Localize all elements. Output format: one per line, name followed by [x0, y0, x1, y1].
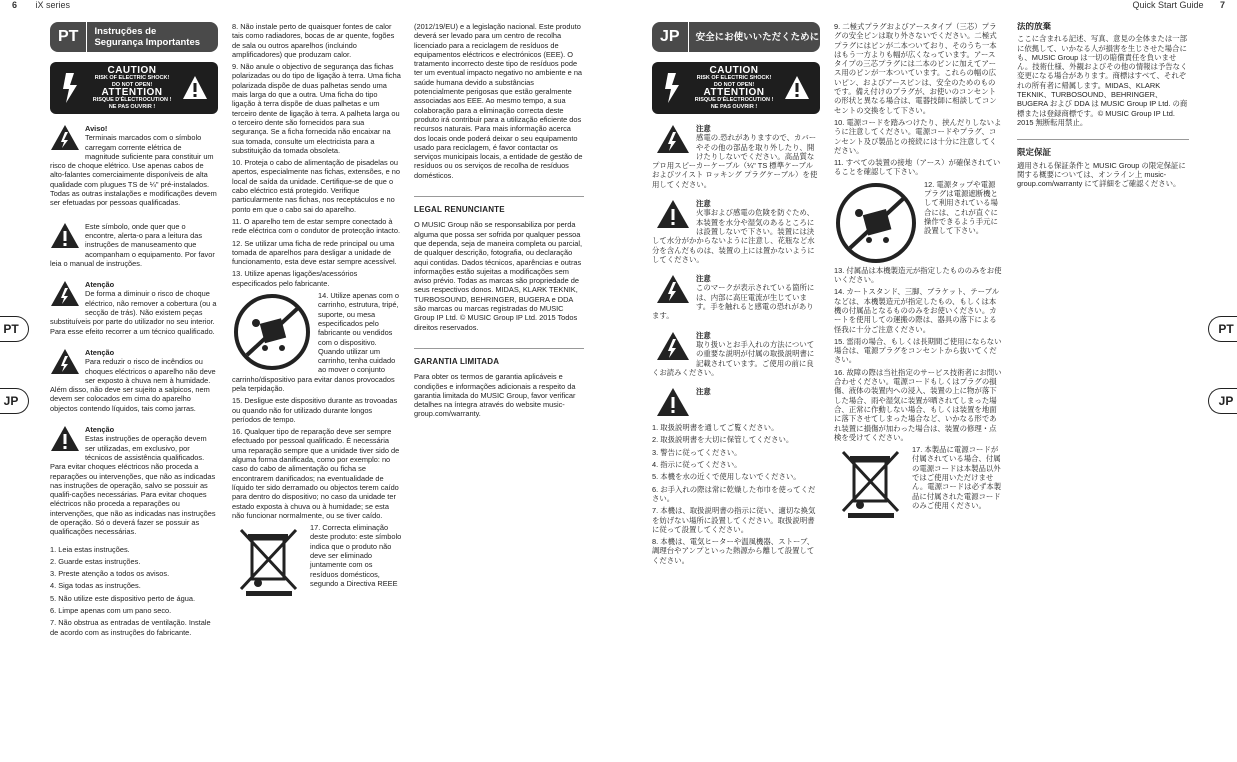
- page-header-right: [1132, 0, 1225, 14]
- electric-warning-icon: [656, 331, 690, 361]
- pt-item-14: 14. Utilize apenas com o carrinho, estrutura, tripé, suporte, ou mesa especificados pelo fabricante ou vendidos com o dispositivo. Quando utilizar um carrinho, tenha cuidado ao mover o conjunto carrinho/dispositivo para evitar danos provocados pela terpidação.: [232, 291, 399, 393]
- list-item: 16. Qualquer tipo de reparação deve ser sempre efectuado por pessoal qualificado. É necessária uma reparação sempre que a unidade tiver sido de alguma forma danificada, como por exemplo: no caso do cabo de alimentação ou ficha se encontrarem danificados; na eventualidade de líquido ter sido derramado ou objectos terem caído para dentro do dispositivo; no caso da unidade ter estado exposta à chuva ou à humidade; se esta não funcionar normalmente, ou se tiver caído.: [232, 427, 400, 520]
- list-item: 5. Não utilize este dispositivo perto de água.: [50, 593, 196, 603]
- list-item: 15. Desligue este dispositivo durante as trovoadas ou quando não for utilizado durante longos períodos de tempo.: [232, 396, 398, 424]
- jp-lang-code: JP: [652, 22, 689, 52]
- jp-warranty-title: 限定保証: [1017, 139, 1189, 157]
- pt-warranty-text: Para obter os termos de garantia aplicáveis e condições e informações adicionais a respeito da garantia limitada do MUSIC Group, favor verificar detalhes na íntegra através do website music-group.com/warranty.: [414, 372, 576, 419]
- electric-warning-icon: [656, 124, 690, 154]
- list-item: 4. 指示に従ってください。: [652, 460, 742, 470]
- list-item: 5. 本機を水の近くで使用しないでください。: [652, 472, 801, 482]
- lightning-icon: [662, 71, 684, 105]
- electric-warning-icon: [50, 280, 80, 307]
- jp-item-12: 12. 電源タップや電源プラグは電源遮断機として利用されている場合には、これが直ぐに操作できるよう手元に設置して下さい。: [834, 180, 1002, 236]
- jp-legal-title: 法的放棄: [1017, 22, 1052, 31]
- pt-warranty-title: GARANTIA LIMITADA: [414, 348, 584, 366]
- jp-title-bar: [652, 22, 820, 52]
- exclamation-warning-icon: [50, 222, 80, 249]
- list-item: 13. 付属品は本機製造元が指定したもののみをお使いください。: [834, 265, 1002, 285]
- list-item: 8. Não instale perto de quaisquer fontes de calor tais como radiadores, bocas de ar quente, fogões de sala ou outros aparelhos (incluindo amplificadores) que produzam calor.: [232, 22, 395, 59]
- list-item: 15. 雷雨の場合、もしくは長期間ご使用にならない場合は、電源プラグをコンセントから抜いてください。: [834, 336, 1002, 365]
- list-item: 8. 本機は、電気ヒーターや温風機器、ストーブ、調理台やアンプといった熱源から離して設置してください。: [652, 537, 815, 565]
- pt-lang-code: PT: [50, 22, 87, 52]
- page-number-left: 6: [12, 0, 18, 10]
- list-item: 14. カートスタンド、三脚、ブラケット、テーブルなどは、本機製造元が指定したもの、もしくは本機の付属品となるもののみをお使いください。カートを使用しての運搬の際は、器具の落下による怪我に十分ご注意ください。: [834, 287, 1000, 334]
- cart-tipping-icon: [232, 293, 312, 371]
- pt-atencao1-block: Atenção De forma a diminuir o risco de choque eléctrico, não remover a cobertura (ou a secção de trás). Não existem peças substituíveis por parte do utilizador no seu interior. Para esse efeito recorrer a um técnico qualificado.: [50, 280, 217, 336]
- page-number-right: 7: [1219, 0, 1225, 10]
- list-item: 9. 二極式プラグおよびアースタイプ（三芯）プラグの安全ピンは取り外さないでください。二極式プラグにはピンが二本ついており、そのうち一本はもう一方よりも幅が広くなっています。アースタイプの三芯プラグには二本のピンに加えてアース用のピンが一本ついています。これらの幅の広いピン、およびアースピンは、安全のためのものです。備え付けのプラグが、お使いのコンセントの形状と異なる場合は、電器技師に相談してコンセントの交換をして下さい。: [834, 22, 997, 115]
- pt-title-bar: [50, 22, 218, 52]
- jp-warning-1: 注意 感電の.恐れがありますので、カバーやその他の部品を取り外したり、開けたりしないでください。高品質なプロ用スピーカーケーブル（¼" TS 標準ケーブルおよびツイスト ロッキング プラグケーブル）を使用してください。: [652, 124, 818, 189]
- jp-column-2: [834, 22, 1002, 762]
- exclamation-warning-icon: [656, 387, 690, 417]
- electric-warning-icon: [50, 124, 80, 151]
- pt-aviso-block: Aviso! Terminais marcados com o símbolo carregam corrente elétrica de magnitude suficiente para constituir um risco de choque elétrico. Use apenas cabos de alto-falantes comerciaimente disponíveis de alta qualidade com plugues TS de ¼" pré-instalados. Todas as outras instalações e modificações devem ser efetuadas por pessoas qualificadas.: [50, 124, 217, 208]
- pt-atencao2-block: Atenção Para reduzir o risco de incêndios ou choques eléctricos o aparelho não deve ser exposto à chuva nem à humidade. Além disso, não deve ser sujeito a salpicos, nem devem ser colocados em cima do aparelho objectos contendo líquidos, tais como jarras.: [50, 347, 216, 413]
- pt-simbolo-block: Este símbolo, onde quer que o encontre, alerta-o para a leitura das instruções de manuseamento que acompanham o equipamento. Por favor leia o manual de instruções.: [50, 221, 215, 268]
- pt-column-1: [50, 22, 218, 762]
- list-item: 3. 警告に従ってください。: [652, 447, 742, 457]
- list-item: 10. Proteja o cabo de alimentação de pisadelas ou apertos, especialmente nas fichas, extensões, e no local de saída da unidade. Certifique-se de que o cabo eléctrico está protegido. Verifique particularmente nas fichas, nos receptáculos e no ponto em que o cabo sai do aparelho.: [232, 158, 401, 214]
- side-tab-pt-left: PT: [0, 316, 29, 342]
- list-item: 13. Utilize apenas ligações/acessórios especificados pelo fabricante.: [232, 269, 358, 288]
- jp-warning-3: 注意 このマークが表示されている箇所には、内部に高圧電流が生じています。手を触れると感電の恐れがあります。: [652, 274, 815, 321]
- lightning-icon: [60, 71, 82, 105]
- jp-warning-5: 注意: [652, 387, 820, 419]
- list-item: 7. Não obstrua as entradas de ventilação. Instale de acordo com as instruções do fabricante.: [50, 618, 211, 637]
- pt-column-3: [414, 22, 584, 762]
- jp-warning-2: 注意 火事および感電の危険を防ぐため、本装置を水分や湿気のあるところには設置しないで下さい。装置には決して水分がかからないように注意し、花瓶など水分を含んだものは、装置の上には置かないようにしてください。: [652, 199, 815, 264]
- list-item: 6. Limpe apenas com um pano seco.: [50, 606, 172, 616]
- jp-column-3: [1017, 22, 1189, 762]
- pt-column-2: [232, 22, 402, 762]
- list-item: 2. 取扱説明書を大切に保管してください。: [652, 435, 794, 445]
- jp-column-1: [652, 22, 820, 762]
- exclamation-warning-icon: [50, 425, 80, 452]
- list-item: 16. 故障の際は当社指定のサービス技術者にお問い合わせください。電源コードもしくはプラグの損傷、液体の装置内への浸入、装置の上に物が落下した場合、雨や湿気に装置が晒されてしまった場合、正常に作動しない場合、もしくは装置を地面に落下させてしまった場合など、いかなる形であれ装置に損傷が加わった場合は、装置の修理・点検を受けてください。: [834, 367, 1002, 442]
- list-item: 1. 取扱説明書を通してご覧ください。: [652, 423, 779, 433]
- jp-item-17: 17. 本製品に電源コードが付属されている場合、付属の電源コードは本製品以外ではご使用いただけません。電源コードは必ず本製品に付属された電源コードのみご使用ください。: [834, 445, 1002, 510]
- caution-text: CAUTION RISK OF ELECTRIC SHOCK! DO NOT OPEN! ATTENTION RISQUE D'ÉLECTROCUTION ! NE PAS OUVRIR !: [92, 64, 172, 110]
- exclamation-triangle-icon: [784, 75, 810, 101]
- pt-title: Instruções de Segurança Importantes: [94, 26, 201, 48]
- pt-weee-continued: (2012/19/EU) e a legislação nacional. Este produto deverá ser levado para um centro de recolha licenciado para a reciclagem de resíduos de equipamentos eléctricos e electrónicos (EEE). O tratamento incorrecto deste tipo de resíduos pode ter um eventual impacto negativo no ambiente e na saúde humana devido a substâncias potencialmente perigosas que estão geralmente associadas aos EEE. Ao mesmo tempo, a sua colaboração para a eliminação correcta deste produto irá contribuir para a utilização eficiente dos recursos naturais. Para mais informação acerca dos locais onde poderá deixar o seu equipamento usado para reciclagem, é favor contactar os serviços municipais locais, a entidade de gestão de resíduos ou os serviços de recolha de resíduos domésticos.: [414, 22, 583, 180]
- pt-caution-label: [50, 62, 218, 114]
- list-item: 9. Não anule o objectivo de segurança das fichas polarizadas ou do tipo de ligação à terra. Uma ficha polarizada dispõe de duas palhetas sendo uma mais larga do que a outra. Uma ficha do tipo ligação à terra dispõe de duas palhetas e um terceiro dente de ligação à terra. A palheta larga ou o terceiro dente são fornecidos para sua segurança. Se a ficha fornecida não encaixar na sua tomada, consulte um electricista para a substituição da tomada obsoleta.: [232, 62, 401, 155]
- list-item: 11. すべての装置の接地（アース）が確保されていることを確認して下さい。: [834, 158, 1001, 177]
- pt-legal-title: LEGAL RENUNCIANTE: [414, 196, 584, 214]
- jp-caution-label: [652, 62, 820, 114]
- side-tab-pt-right: PT: [1208, 316, 1237, 342]
- list-item: 3. Preste atenção a todos os avisos.: [50, 569, 170, 579]
- list-item: 6. お手入れの際は常に乾燥した布巾を使ってください。: [652, 484, 816, 503]
- exclamation-triangle-icon: [182, 75, 208, 101]
- side-tab-jp-left: JP: [0, 388, 29, 414]
- jp-legal-text: ここに含まれる記述、写真、意見の全体または一部に依拠して、いかなる人が損害を生じさせた場合にも、MUSIC Group は一切の賠償責任を負いません。技術仕様、外観およびその他の情報は予告なく変更になる場合があります。商標はすべて、それぞれの所有者に帰属します。MIDAS、KLARK TEKNIK、TURBOSOUND、BEHRINGER、BUGERA および DDA は MUSIC Group IP Ltd. の商標または登録商標です。© MUSIC Group IP Ltd. 2015 無断転用禁止。: [1017, 34, 1188, 127]
- pt-list-a: [50, 545, 218, 637]
- list-item: 11. O aparelho tem de estar sempre conectado à rede eléctrica com o condutor de protecção intacto.: [232, 216, 401, 236]
- list-item: 12. Se utilizar uma ficha de rede principal ou uma tomada de aparelhos para desligar a unidade de funcionamento, esta deve estar sempre acessível.: [232, 238, 397, 267]
- pt-atencao3-block: Atenção Estas instruções de operação devem ser utilizadas, em exclusivo, por técnicos de assistência qualificados. Para evitar choques eléctricos não proceda a reparações ou intervenções, que não as indicadas nas instruções de operação, salvo se possuir as qualifi-cações necessárias. Para evitar choques eléctricos não proceda a reparações ou intervenções, que não as indicadas nas instruções de operação. Só o deverá fazer se possuir as qualificações necessárias.: [50, 425, 216, 537]
- list-item: 7. 本機は、取扱説明書の指示に従い、適切な換気を妨げない場所に設置してください。取扱説明書に従って設置してください。: [652, 506, 816, 534]
- exclamation-warning-icon: [656, 199, 690, 229]
- list-item: 2. Guarde estas instruções.: [50, 556, 141, 566]
- page-header-left: [12, 0, 70, 14]
- series-name: iX series: [35, 0, 71, 10]
- wheelie-bin-crossed-icon: [236, 525, 302, 597]
- jp-title: 安全にお使いいただくために: [695, 31, 820, 43]
- caution-text: CAUTION RISK OF ELECTRIC SHOCK! DO NOT OPEN! ATTENTION RISQUE D'ÉLECTROCUTION ! NE PAS OUVRIR !: [694, 64, 774, 110]
- electric-warning-icon: [656, 274, 690, 304]
- guide-title: Quick Start Guide: [1132, 0, 1204, 10]
- jp-list-a: [652, 423, 820, 565]
- pt-legal-text: O MUSIC Group não se responsabiliza por perda alguma que possa ser sofrida por qualquer pessoa que dependa, seja de maneira completa ou parcial, de qualquer descrição, fotografia, ou declaração aqui contidas. Dados técnicos, aparências e outras informações estão sujeitas a modificações sem aviso prévio. Todas as marcas são propriedade de seus respectivos donos. MIDAS, KLARK TEKNIK, TURBOSOUND, BEHRINGER, BUGERA e DDA são marcas ou marcas registradas do MUSIC Group IP Ltd. © MUSIC Group IP Ltd. 2015 Todos direitos reservados.: [414, 220, 583, 332]
- list-item: 1. Leia estas instruções.: [50, 544, 130, 554]
- pt-item-17: 17. Correcta eliminação deste produto: este símbolo indica que o produto não deve ser eliminado juntamente com os resíduos domésticos, segundo a Directiva REEE: [232, 523, 402, 588]
- list-item: 4. Siga todas as instruções.: [50, 581, 141, 591]
- jp-warning-4: 注意 取り扱いとお手入れの方法についての重要な説明が付属の取扱説明書に記載されています。ご使用の前に良くお読みください。: [652, 330, 815, 377]
- electric-warning-icon: [50, 348, 80, 375]
- cart-tipping-icon: [834, 182, 918, 264]
- wheelie-bin-crossed-icon: [838, 447, 904, 519]
- side-tab-jp-right: JP: [1208, 388, 1237, 414]
- jp-warranty-text: 適用される保証条件と MUSIC Group の限定保証に関する概要については、オンライン上 music-group.com/warranty にて詳細をご確認ください。: [1017, 160, 1186, 189]
- list-item: 10. 電源コードを踏みつけたり、挟んだりしないように注意してください。電源コードやプラグ、コンセント及び製品との接続には十分に注意してください。: [834, 117, 1002, 155]
